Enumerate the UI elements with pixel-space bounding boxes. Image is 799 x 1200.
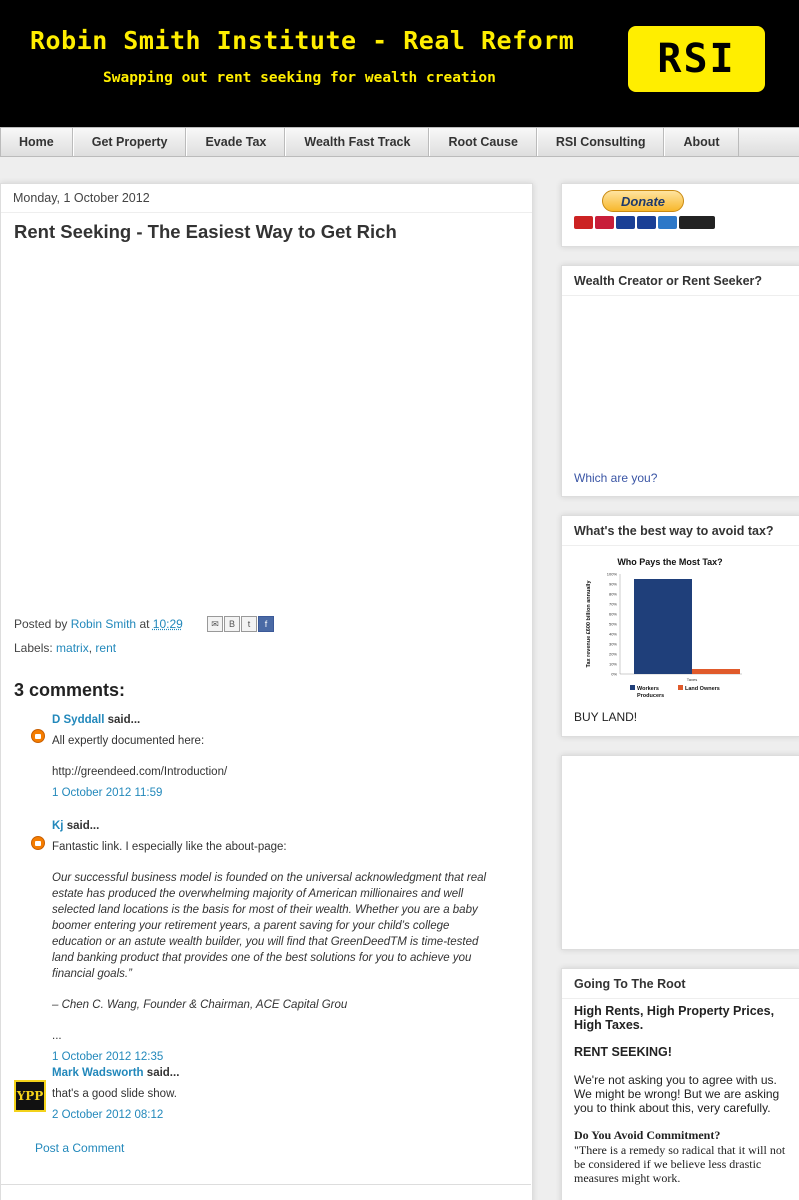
posted-by-label: Posted by <box>14 617 68 631</box>
avatar[interactable]: YPP <box>14 1080 46 1112</box>
post-comment-link[interactable]: Post a Comment <box>35 1141 125 1155</box>
y-tick-label: 50% <box>608 621 617 627</box>
comment-author-link[interactable]: D Syddall <box>52 714 105 726</box>
legend-label: Workers <box>637 686 659 692</box>
wealth-creator-widget <box>561 265 799 497</box>
going-to-the-root-widget <box>561 968 799 1200</box>
root-emphasis: RENT SEEKING! <box>574 1045 672 1059</box>
labels-prefix: Labels: <box>14 641 53 655</box>
y-tick-label: 0% <box>611 671 617 677</box>
y-tick-label: 70% <box>608 601 617 607</box>
email-icon[interactable]: ✉ <box>207 616 223 632</box>
x-tick-label: Taxes <box>686 677 698 682</box>
facebook-icon[interactable]: f <box>258 616 274 632</box>
card-icon <box>595 216 614 229</box>
y-tick-label: 90% <box>608 581 617 587</box>
card-icon <box>574 216 593 229</box>
y-tick-label: 80% <box>608 591 617 597</box>
comment-body: http://greendeed.com/Introduction/ <box>52 766 228 778</box>
divider <box>1 212 532 213</box>
tab-home[interactable]: Home <box>0 128 73 156</box>
tab-evade-tax[interactable]: Evade Tax <box>186 128 285 156</box>
y-tick-label: 20% <box>608 651 617 657</box>
comment-author-link[interactable]: Mark Wadsworth <box>52 1067 144 1079</box>
comment-quote: Our successful business model is founded on the universal acknowledgment that real estate has produced the overwhelming majority of American millionaires and well selected land locations is the basis for most of their wealth. Whether you are a baby boomer entering your retirement years, a parent saving for your child’s college education or an astute wealth builder, you will find that GreenDeedTM is time-tested land banking product that provides one of the best solutions for you to achieve you financial goals.” <box>52 872 487 980</box>
said-label: said... <box>66 820 100 832</box>
label-separator: , <box>88 641 93 655</box>
divider <box>562 545 799 546</box>
comment-author-link[interactable]: Kj <box>52 820 64 832</box>
label-link[interactable]: matrix <box>56 641 89 655</box>
at-label: at <box>139 617 150 631</box>
comment-item <box>52 818 502 1065</box>
divider <box>562 998 799 999</box>
widget-title: Going To The Root <box>574 977 686 991</box>
embedded-slideshow-area <box>14 254 519 609</box>
share-buttons <box>207 616 275 632</box>
said-label: said... <box>146 1067 180 1079</box>
comment-timestamp[interactable]: 1 October 2012 11:59 <box>52 787 163 799</box>
donate-widget <box>561 183 799 247</box>
post-labels <box>14 641 116 655</box>
post-footer <box>14 617 183 631</box>
legend-swatch <box>630 685 635 690</box>
tab-get-property[interactable]: Get Property <box>73 128 187 156</box>
y-tick-label: 100% <box>606 571 617 577</box>
donate-button[interactable]: Donate <box>602 190 684 212</box>
blogthis-icon[interactable]: B <box>224 616 240 632</box>
blogger-icon[interactable] <box>31 729 45 743</box>
divider <box>0 1184 531 1185</box>
widget-title: What's the best way to avoid tax? <box>574 524 774 538</box>
legend-swatch <box>678 685 683 690</box>
root-paragraph: We're not asking you to agree with us. We might be wrong! But we are asking you to think about this, very carefully. <box>574 1073 780 1115</box>
blog-header <box>0 0 799 128</box>
payment-cards <box>574 216 715 229</box>
legend-label: Land Owners <box>685 686 720 692</box>
tax-widget <box>561 515 799 737</box>
bar-land-owners <box>692 669 740 674</box>
legend-label: Producers <box>637 693 665 699</box>
comments-heading: 3 comments: <box>14 680 126 700</box>
rsi-logo <box>628 26 765 92</box>
comment-ellipsis: ... <box>52 1030 62 1042</box>
which-are-you-link[interactable]: Which are you? <box>574 471 658 485</box>
comment-item <box>52 1065 502 1123</box>
comment-timestamp[interactable]: 2 October 2012 08:12 <box>52 1109 164 1121</box>
card-icon <box>658 216 677 229</box>
page-tabs <box>0 127 799 157</box>
label-link[interactable]: rent <box>95 641 117 655</box>
post-date: Monday, 1 October 2012 <box>13 191 150 205</box>
bar-workers-producers <box>634 579 692 674</box>
comment-body: that's a good slide show. <box>52 1088 177 1100</box>
logo-text: RSI <box>657 36 736 82</box>
empty-widget <box>561 755 799 950</box>
site-description: Swapping out rent seeking for wealth creation <box>103 70 496 86</box>
y-tick-label: 40% <box>608 631 617 637</box>
divider <box>562 295 799 296</box>
card-icon <box>679 216 715 229</box>
tax-chart[interactable] <box>582 554 757 699</box>
root-quote: "There is a remedy so radical that it will not be considered if we believe less drastic measures might work. <box>574 1143 786 1185</box>
tab-root-cause[interactable]: Root Cause <box>429 128 536 156</box>
root-question: Do You Avoid Commitment? <box>574 1128 721 1142</box>
post-time-link[interactable]: 10:29 <box>152 617 183 631</box>
comment-timestamp[interactable]: 1 October 2012 12:35 <box>52 1051 164 1063</box>
y-axis-label: Tax revenue £600 billion annually <box>586 580 592 668</box>
site-title[interactable]: Robin Smith Institute - Real Reform <box>30 26 575 55</box>
card-icon <box>637 216 656 229</box>
tab-rsi-consulting[interactable]: RSI Consulting <box>537 128 665 156</box>
comment-item <box>52 712 502 801</box>
widget-title: Wealth Creator or Rent Seeker? <box>574 274 763 288</box>
comment-attribution: – Chen C. Wang, Founder & Chairman, ACE Capital Grou <box>52 999 348 1011</box>
y-tick-label: 30% <box>608 641 617 647</box>
author-link[interactable]: Robin Smith <box>70 617 137 631</box>
tab-about[interactable]: About <box>664 128 738 156</box>
y-tick-label: 60% <box>608 611 617 617</box>
twitter-icon[interactable]: t <box>241 616 257 632</box>
blogger-icon[interactable] <box>31 836 45 850</box>
tab-wealth-fast-track[interactable]: Wealth Fast Track <box>285 128 429 156</box>
chart-title: Who Pays the Most Tax? <box>617 557 723 567</box>
post-title[interactable]: Rent Seeking - The Easiest Way to Get Rich <box>14 221 397 242</box>
root-headline: High Rents, High Property Prices, High Taxes. <box>574 1004 775 1032</box>
widget-caption: BUY LAND! <box>574 710 638 724</box>
said-label: said... <box>107 714 141 726</box>
y-tick-label: 10% <box>608 661 617 667</box>
comment-body: All expertly documented here: <box>52 735 205 747</box>
card-icon <box>616 216 635 229</box>
comment-body: Fantastic link. I especially like the about-page: <box>52 841 287 853</box>
